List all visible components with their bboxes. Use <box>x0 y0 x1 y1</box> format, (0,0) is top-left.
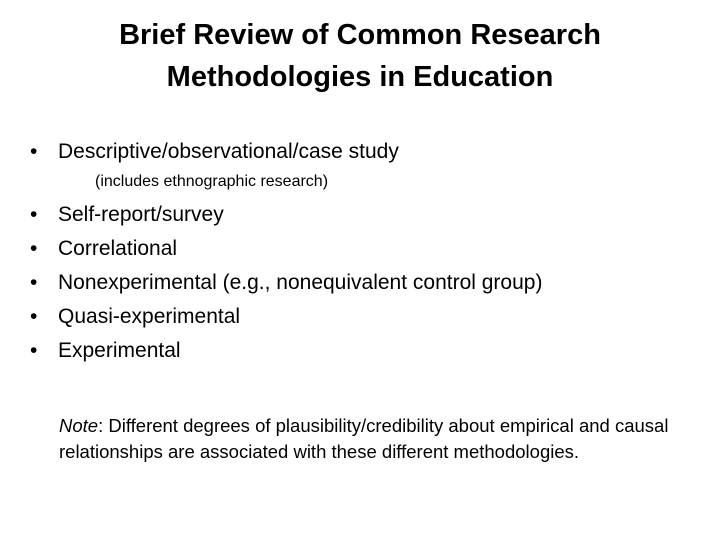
bullet-item <box>30 202 224 228</box>
bullet-icon: • <box>30 271 38 294</box>
bullet-item <box>30 270 542 296</box>
bullet-text: Self-report/survey <box>58 203 224 226</box>
bullet-text: Nonexperimental (e.g., nonequivalent control group) <box>58 271 543 294</box>
bullet-item <box>30 304 240 330</box>
note-text: Different degrees of plausibility/credibility about empirical and causal relationships are associated with these different methodologies. <box>59 415 669 462</box>
bullet-item <box>30 236 177 262</box>
slide-title <box>40 14 680 98</box>
bullet-icon: • <box>30 140 38 163</box>
title-line-1: Brief Review of Common Research <box>119 19 601 51</box>
bullet-icon: • <box>30 237 38 260</box>
bullet-text: Correlational <box>58 237 178 260</box>
bullet-item <box>30 139 399 165</box>
note-separator: : <box>98 415 104 436</box>
bullet-sub-note: (includes ethnographic research) <box>95 173 329 190</box>
note-label: Note <box>59 415 99 436</box>
bullet-text: Descriptive/observational/case study <box>58 140 399 163</box>
bullet-text: Experimental <box>58 339 181 362</box>
bullet-icon: • <box>30 339 38 362</box>
bullet-icon: • <box>30 203 38 226</box>
bullet-item <box>30 338 181 364</box>
bullet-icon: • <box>30 305 38 328</box>
bullet-text: Quasi-experimental <box>58 305 241 328</box>
methodology-note <box>59 413 699 465</box>
title-line-2: Methodologies in Education <box>166 61 554 93</box>
